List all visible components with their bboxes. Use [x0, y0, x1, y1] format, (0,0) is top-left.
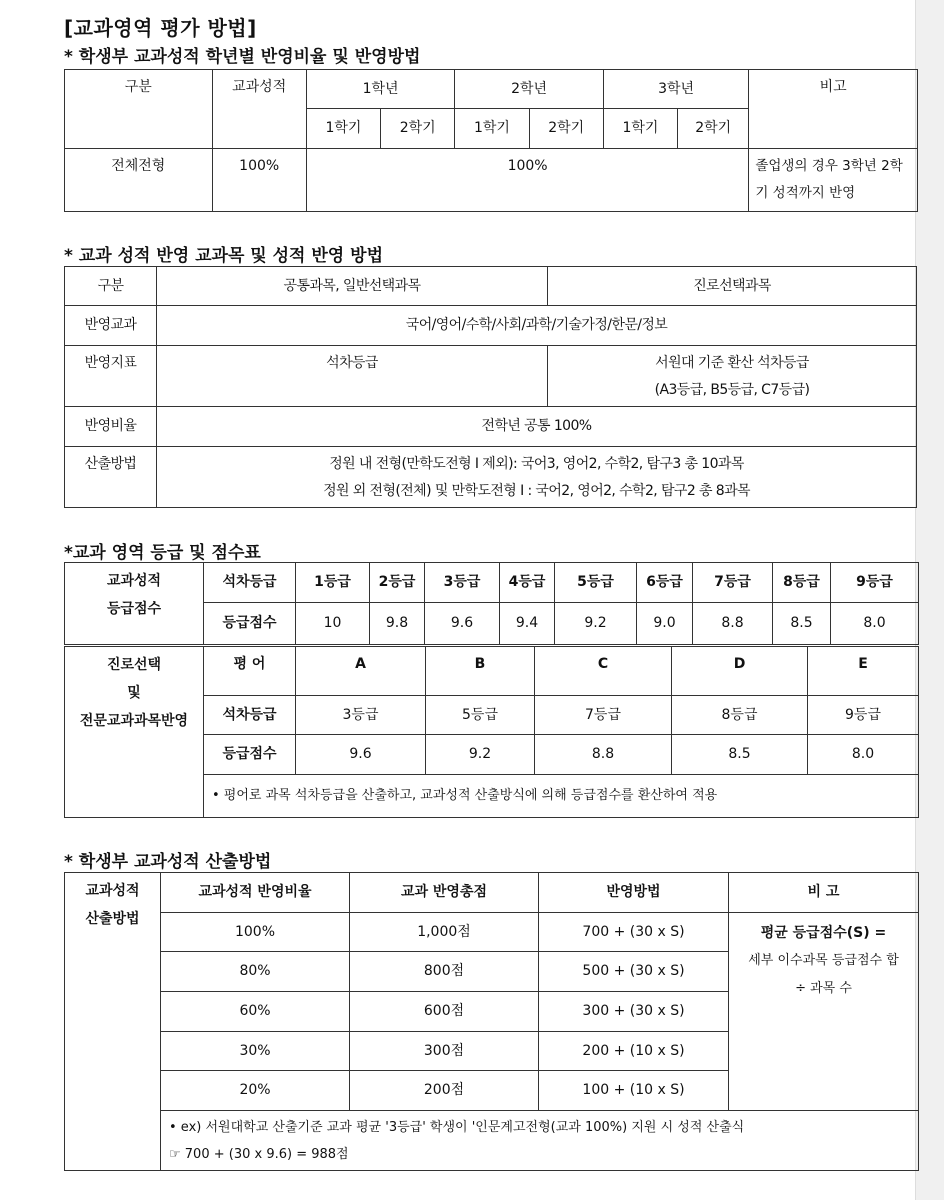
- career-score-cell: 8.5: [672, 735, 808, 775]
- header-gubun: 구분: [65, 70, 213, 149]
- calc-line2: 정원 외 전형(전체) 및 만학도전형 I : 국어2, 영어2, 수학2, 탐구2 총 8과목: [323, 483, 750, 499]
- score-cell: 9.6: [425, 603, 500, 645]
- score-cell: 9.0: [637, 603, 693, 645]
- right-scroll-edge: [915, 0, 944, 1200]
- row-note-line1: 졸업생의 경우 3학년 2학: [755, 158, 903, 174]
- ratio-cell: 80%: [161, 952, 350, 992]
- eval-label: 평 어: [204, 647, 296, 696]
- career-rank-label: 석차등급: [204, 696, 296, 735]
- method-cell: 500 + (30 x S): [539, 952, 729, 992]
- total-cell: 800점: [350, 952, 539, 992]
- calc-example-line1: • ex) 서원대학교 산출기준 교과 평균 '3등급' 학생이 '인문계고전형(교과 100%) 지원 시 성적 산출식: [169, 1119, 745, 1135]
- eval-letter: A: [296, 647, 426, 696]
- method-cell: 200 + (10 x S): [539, 1032, 729, 1071]
- career-rank-cell: 7등급: [535, 696, 672, 735]
- eval-letter: B: [426, 647, 535, 696]
- row-note: [749, 149, 918, 212]
- grade-cell: 4등급: [500, 563, 555, 603]
- header-year3: 3학년: [603, 70, 749, 109]
- row-note-line2: 기 성적까지 반영: [755, 185, 856, 201]
- subject-method-table: [64, 266, 917, 508]
- career-rank-cell: 9등급: [808, 696, 919, 735]
- row-label-all: 전체전형: [65, 149, 213, 212]
- term-cell: 2학기: [529, 109, 603, 149]
- career-score-cell: 9.2: [426, 735, 535, 775]
- calc-left-label: [65, 873, 161, 1171]
- career-label-line3: 전문교과과목반영: [79, 713, 189, 729]
- method-cell: 300 + (30 x S): [539, 992, 729, 1032]
- term-cell: 2학기: [678, 109, 749, 149]
- header-career: 진로선택과목: [548, 267, 917, 306]
- eval-letter: C: [535, 647, 672, 696]
- header-method: 반영방법: [539, 873, 729, 913]
- header-gubun: 구분: [65, 267, 157, 306]
- header-ratio: 교과성적 반영비율: [161, 873, 350, 913]
- row-all-years: 100%: [306, 149, 749, 212]
- index-common: 석차등급: [157, 346, 548, 407]
- calc-line1: 정원 내 전형(만학도전형 I 제외): 국어3, 영어2, 수학2, 탐구3 총 10과목: [329, 456, 744, 472]
- grade-label-line2: 등급점수: [106, 601, 162, 617]
- section4-heading: * 학생부 교과성적 산출방법: [64, 852, 272, 872]
- header-grade-score: 교과성적: [212, 70, 306, 149]
- grade-cell: 3등급: [425, 563, 500, 603]
- header-note: 비고: [749, 70, 918, 149]
- grade-cell: 2등급: [370, 563, 425, 603]
- calc-example: [161, 1111, 919, 1171]
- ratio-cell: 30%: [161, 1032, 350, 1071]
- score-cell: 8.8: [693, 603, 773, 645]
- ratio-value: 전학년 공통 100%: [157, 407, 917, 447]
- calc-example-line2: ☞ 700 + (30 x 9.6) = 988점: [169, 1146, 349, 1162]
- row-grade-score: 100%: [212, 149, 306, 212]
- score-label: 등급점수: [204, 603, 296, 645]
- ratio-cell: 20%: [161, 1071, 350, 1111]
- calc-value: [157, 447, 917, 508]
- header-common: 공통과목, 일반선택과목: [157, 267, 548, 306]
- career-grade-table: [64, 646, 919, 818]
- calc-note-line2: 세부 이수과목 등급점수 합: [748, 953, 899, 968]
- grade-cell: 5등급: [555, 563, 637, 603]
- section3-heading: *교과 영역 등급 및 점수표: [64, 543, 261, 563]
- score-cell: 10: [296, 603, 370, 645]
- ratio-cell: 100%: [161, 913, 350, 952]
- index-career-line2: (A3등급, B5등급, C7등급): [654, 382, 810, 398]
- career-rank-cell: 5등급: [426, 696, 535, 735]
- grade-cell: 8등급: [773, 563, 831, 603]
- career-score-cell: 9.6: [296, 735, 426, 775]
- year-ratio-table: [64, 69, 918, 212]
- career-rank-cell: 3등급: [296, 696, 426, 735]
- career-score-cell: 8.8: [535, 735, 672, 775]
- grade-cell: 1등급: [296, 563, 370, 603]
- career-label-line2: 및: [127, 685, 141, 701]
- grade-score-table: [64, 562, 919, 645]
- calc-note: [729, 913, 919, 1111]
- method-cell: 700 + (30 x S): [539, 913, 729, 952]
- section2-heading: * 교과 성적 반영 교과목 및 성적 반영 방법: [64, 246, 383, 266]
- score-cell: 8.0: [831, 603, 919, 645]
- career-score-cell: 8.0: [808, 735, 919, 775]
- career-note: • 평어로 과목 석차등급을 산출하고, 교과성적 산출방식에 의해 등급점수를 환산하여 적용: [204, 775, 919, 818]
- total-cell: 1,000점: [350, 913, 539, 952]
- index-label: 반영지표: [65, 346, 157, 407]
- calc-left-line1: 교과성적: [85, 883, 140, 899]
- calc-note-line1: 평균 등급점수(S) =: [760, 925, 887, 941]
- career-rank-cell: 8등급: [672, 696, 808, 735]
- term-cell: 1학기: [455, 109, 529, 149]
- ratio-label: 반영비율: [65, 407, 157, 447]
- calc-label: 산출방법: [65, 447, 157, 508]
- ratio-cell: 60%: [161, 992, 350, 1032]
- rank-label: 석차등급: [204, 563, 296, 603]
- total-cell: 600점: [350, 992, 539, 1032]
- section1-heading: * 학생부 교과성적 학년별 반영비율 및 반영방법: [64, 47, 421, 67]
- total-cell: 300점: [350, 1032, 539, 1071]
- method-cell: 100 + (10 x S): [539, 1071, 729, 1111]
- calc-method-table: [64, 872, 919, 1171]
- subject-label: 반영교과: [65, 306, 157, 346]
- header-note: 비 고: [729, 873, 919, 913]
- eval-letter: D: [672, 647, 808, 696]
- score-cell: 9.2: [555, 603, 637, 645]
- page-title: [교과영역 평가 방법]: [64, 16, 257, 40]
- subject-value: 국어/영어/수학/사회/과학/기술가정/한문/정보: [157, 306, 917, 346]
- career-score-label: 등급점수: [204, 735, 296, 775]
- grade-cell: 6등급: [637, 563, 693, 603]
- score-cell: 9.8: [370, 603, 425, 645]
- term-cell: 1학기: [306, 109, 380, 149]
- score-cell: 8.5: [773, 603, 831, 645]
- calc-note-line3: ÷ 과목 수: [795, 981, 852, 996]
- career-label-line1: 진로선택: [106, 657, 162, 673]
- eval-letter: E: [808, 647, 919, 696]
- grade-label-line1: 교과성적: [106, 573, 162, 589]
- career-label: [65, 647, 204, 818]
- term-cell: 1학기: [603, 109, 677, 149]
- index-career: [548, 346, 917, 407]
- header-year1: 1학년: [306, 70, 455, 109]
- score-cell: 9.4: [500, 603, 555, 645]
- index-career-line1: 서원대 기준 환산 석차등급: [655, 355, 809, 371]
- header-year2: 2학년: [455, 70, 604, 109]
- grade-label: [65, 563, 204, 645]
- header-total: 교과 반영총점: [350, 873, 539, 913]
- grade-cell: 9등급: [831, 563, 919, 603]
- term-cell: 2학기: [381, 109, 455, 149]
- grade-cell: 7등급: [693, 563, 773, 603]
- total-cell: 200점: [350, 1071, 539, 1111]
- calc-left-line2: 산출방법: [85, 911, 140, 927]
